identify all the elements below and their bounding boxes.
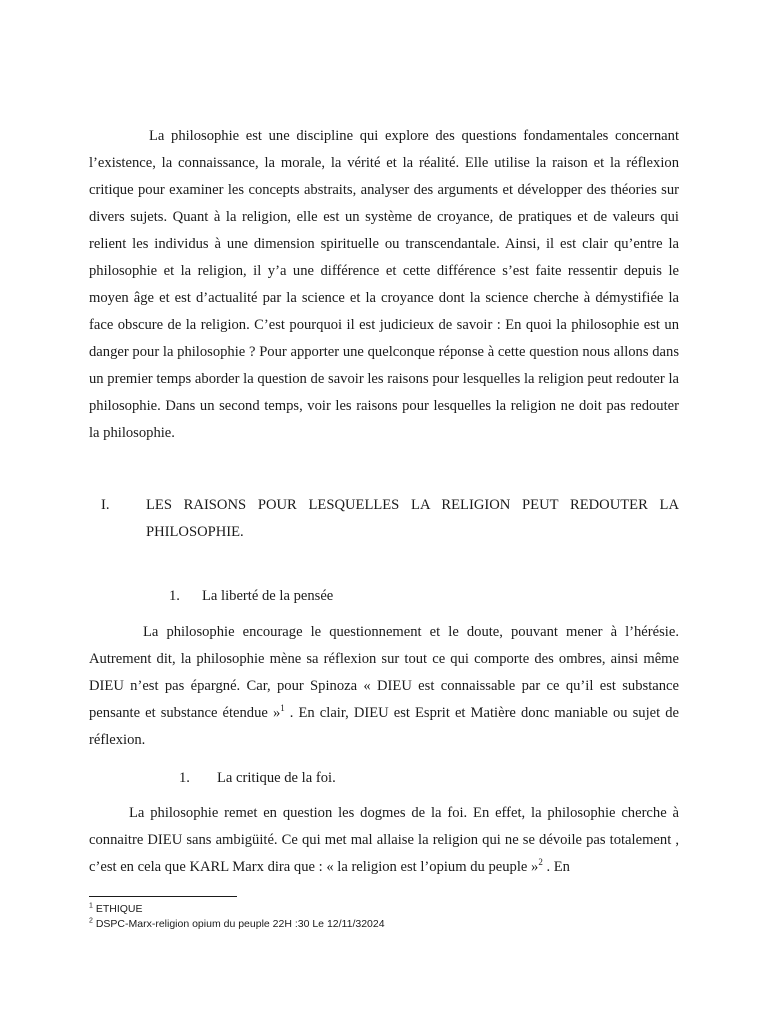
section-title: LES RAISONS POUR LESQUELLES LA RELIGION PEUT REDOUTER LA PHILOSOPHIE. xyxy=(146,497,679,540)
subsection-number: 1. xyxy=(179,770,190,786)
footnote-1 xyxy=(89,902,143,916)
paragraph-text: . En xyxy=(542,859,570,875)
intro-paragraph: La philosophie est une discipline qui explore des questions fondamentales concernant l’existence, la connaissance, la morale, la vérité et la réalité. Elle utilise la raison et la réflexion critique pour examiner les concepts abstraits, analyser des arguments et développer des théories sur divers sujets. Quant à la religion, elle est un système de croyance, de pratiques et de valeurs qui relient les individus à une dimension spirituelle ou transcendantale. Ainsi, il est clair qu’entre la philosophie et la religion, il y’a une différence et cette différence s’est faite ressentir depuis le moyen âge et est d’actualité par la science et la croyance dont la science cherche à démystifiée la face obscure de la religion. C’est pourquoi il est judicieux de savoir : En quoi la philosophie est un danger pour la philosophie ? Pour apporter une quelconque réponse à cette question nous allons dans un premier temps aborder la question de savoir les raisons pour lesquelles la religion peut redouter la philosophie. Dans un second temps, voir les raisons pour lesquelles la religion ne doit pas redouter la philosophie. xyxy=(89,128,679,441)
paragraph-text: La philosophie encourage le questionnement et le doute, pouvant mener à l’hérésie. Autrement dit, la philosophie mène sa réflexion sur tout ce qui comporte des ombres, ainsi même DIEU n’est pas épargné. Car, pour Spinoza « DIEU est connaissable par ce qu’il est substance pensante et substance étendue » xyxy=(89,624,679,721)
critique-paragraph xyxy=(89,800,679,881)
footnote-reference[interactable]: 1 xyxy=(280,703,285,714)
footnote-separator xyxy=(89,896,237,897)
paragraph-text: La philosophie remet en question les dogmes de la foi. En effet, la philosophie cherche à connaitre DIEU sans ambigüité. Ce qui met mal allaise la religion qui ne se dévoile pas totalement , c’est en cela que KARL Marx dira que : « la religion est l’opium du peuple » xyxy=(89,805,679,875)
footnote-mark: 1 xyxy=(89,902,93,910)
liberte-paragraph xyxy=(89,619,679,754)
section-number: I. xyxy=(101,497,110,513)
subsection-title: La liberté de la pensée xyxy=(202,588,334,604)
section-heading xyxy=(89,492,679,546)
footnote-text: DSPC-Marx-religion opium du peuple 22H :30 Le 12/11/32024 xyxy=(92,918,385,930)
paragraph-text: . En clair, DIEU est Esprit et Matière donc maniable ou sujet de réflexion. xyxy=(89,705,679,748)
footnote-text: ETHIQUE xyxy=(92,903,143,915)
subsection-title: La critique de la foi. xyxy=(217,770,336,786)
subsection-number: 1. xyxy=(169,588,180,604)
footnote-mark: 2 xyxy=(89,917,93,925)
footnote-reference[interactable]: 2 xyxy=(538,857,543,868)
footnote-2 xyxy=(89,917,385,931)
